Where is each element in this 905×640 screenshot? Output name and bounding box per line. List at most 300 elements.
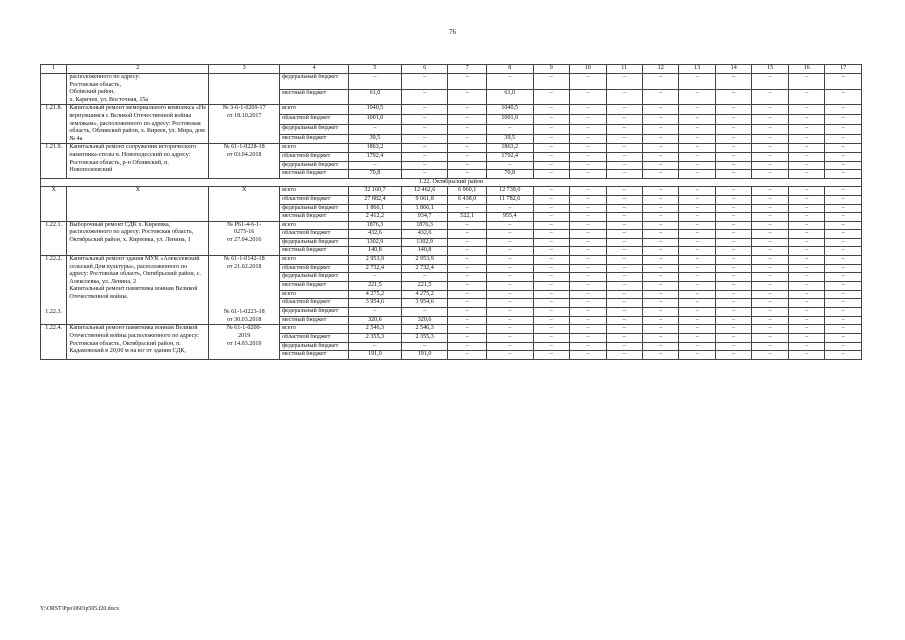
amount-cell: 6 960,1 [448, 187, 487, 196]
amount-cell: 70,8 [349, 170, 402, 179]
amount-cell: – [679, 105, 715, 115]
amount-cell: – [752, 187, 788, 196]
amount-cell: – [788, 230, 824, 239]
amount-cell: – [606, 256, 642, 265]
object-name: расположенного по адресу: Ростовская область, Облівский район, х. Каричев, ул. Восточная, 15а [67, 74, 209, 105]
amount-cell: – [825, 74, 862, 90]
item-number: 1.21.8. [41, 105, 67, 144]
amount-cell: 320,6 [349, 316, 402, 325]
column-header: 14 [715, 65, 751, 74]
amount-cell: – [825, 256, 862, 265]
amount-cell: – [715, 273, 751, 282]
amount-cell: – [642, 204, 678, 213]
amount-cell: – [788, 170, 824, 179]
amount-cell: – [788, 342, 824, 351]
amount-cell: – [679, 247, 715, 256]
amount-cell: – [606, 195, 642, 204]
amount-cell: – [788, 264, 824, 273]
funding-source: областной бюджет [280, 334, 349, 343]
funding-source: местный бюджет [280, 134, 349, 144]
amount-cell: – [788, 334, 824, 343]
amount-cell: – [570, 161, 606, 170]
document-number: X [209, 187, 280, 221]
amount-cell: – [533, 238, 569, 247]
amount-cell: – [401, 74, 448, 90]
amount-cell: 39,5 [486, 134, 533, 144]
amount-cell: – [606, 170, 642, 179]
amount-cell: – [448, 230, 487, 239]
amount-cell: – [570, 299, 606, 308]
amount-cell: 1792,4 [486, 152, 533, 161]
amount-cell: – [448, 282, 487, 291]
amount-cell: – [533, 221, 569, 230]
amount-cell: – [715, 351, 751, 360]
amount-cell: – [752, 74, 788, 90]
amount-cell: – [533, 144, 569, 153]
funding-source: федеральный бюджет [280, 74, 349, 90]
object-name: Капитальный ремонт мемориального комплекса «Не вернувшимся с Великой Отечественной войны землякам», расположенного по адресу: Ростовская область, Обливский район, х. Киреев, ул. Мира, дом № 4а [67, 105, 209, 144]
table-row [41, 256, 862, 265]
amount-cell: – [570, 124, 606, 134]
document-number: № 3-6-1-0269-17 от 18.10.2017 [209, 105, 280, 144]
funding-source: местный бюджет [280, 247, 349, 256]
amount-cell: – [486, 290, 533, 299]
amount-cell: 2 412,2 [349, 213, 402, 222]
amount-cell: – [825, 187, 862, 196]
amount-cell: – [679, 144, 715, 153]
amount-cell: – [715, 334, 751, 343]
amount-cell: – [570, 325, 606, 334]
amount-cell: – [642, 195, 678, 204]
amount-cell: – [570, 230, 606, 239]
column-header: 7 [448, 65, 487, 74]
amount-cell: 27 882,4 [349, 195, 402, 204]
amount-cell: 1040,5 [349, 105, 402, 115]
amount-cell: – [642, 105, 678, 115]
amount-cell: – [533, 152, 569, 161]
amount-cell: – [606, 144, 642, 153]
amount-cell: – [752, 273, 788, 282]
object-name: Капитальный ремонт памятника воинам Великой Отечественной войны расположенного по адресу: Ростовская область, Октябрьский район, п. Кадамовский в 20,00 м на юг от здания СДК, [67, 325, 209, 359]
amount-cell: – [570, 334, 606, 343]
amount-cell: – [606, 152, 642, 161]
amount-cell: – [533, 230, 569, 239]
amount-cell: – [642, 351, 678, 360]
amount-cell: – [679, 74, 715, 90]
amount-cell: 2 546,3 [349, 325, 402, 334]
amount-cell: – [486, 282, 533, 291]
amount-cell: – [715, 187, 751, 196]
amount-cell: – [570, 308, 606, 317]
amount-cell: – [752, 230, 788, 239]
amount-cell: – [642, 161, 678, 170]
funding-source: областной бюджет [280, 264, 349, 273]
amount-cell: 2 732,4 [349, 264, 402, 273]
object-name: X [67, 187, 209, 221]
amount-cell: – [788, 195, 824, 204]
amount-cell: 12 462,6 [401, 187, 448, 196]
funding-source: местный бюджет [280, 351, 349, 360]
amount-cell: – [486, 204, 533, 213]
amount-cell: – [752, 238, 788, 247]
amount-cell: – [533, 124, 569, 134]
section-row [41, 178, 862, 187]
amount-cell: – [533, 308, 569, 317]
amount-cell: – [825, 124, 862, 134]
amount-cell: – [679, 230, 715, 239]
column-header: 5 [349, 65, 402, 74]
amount-cell: – [570, 273, 606, 282]
funding-source: федеральный бюджет [280, 161, 349, 170]
amount-cell: 1001,0 [486, 115, 533, 125]
funding-source: федеральный бюджет [280, 124, 349, 134]
amount-cell: – [642, 308, 678, 317]
amount-cell: – [606, 342, 642, 351]
amount-cell: – [715, 238, 751, 247]
amount-cell: – [752, 308, 788, 317]
amount-cell: – [448, 221, 487, 230]
item-number: 1.22.4. [41, 325, 67, 359]
amount-cell: 1876,3 [349, 221, 402, 230]
amount-cell: – [715, 221, 751, 230]
amount-cell: – [825, 264, 862, 273]
amount-cell: – [401, 124, 448, 134]
amount-cell: – [679, 204, 715, 213]
amount-cell: – [448, 316, 487, 325]
amount-cell: – [825, 105, 862, 115]
amount-cell: – [788, 105, 824, 115]
amount-cell: – [533, 195, 569, 204]
amount-cell: – [788, 256, 824, 265]
amount-cell: – [788, 351, 824, 360]
amount-cell: – [679, 238, 715, 247]
amount-cell: – [570, 316, 606, 325]
amount-cell: – [448, 325, 487, 334]
funding-source: областной бюджет [280, 115, 349, 125]
amount-cell: – [788, 247, 824, 256]
amount-cell: 1040,5 [486, 105, 533, 115]
column-header: 15 [752, 65, 788, 74]
amount-cell: 1 866,1 [349, 204, 402, 213]
amount-cell: 1 866,1 [401, 204, 448, 213]
amount-cell: 1302,9 [349, 238, 402, 247]
amount-cell: – [448, 144, 487, 153]
amount-cell: – [679, 195, 715, 204]
amount-cell: – [715, 342, 751, 351]
table-row [41, 105, 862, 115]
amount-cell: – [570, 195, 606, 204]
amount-cell: – [486, 264, 533, 273]
amount-cell: – [570, 105, 606, 115]
amount-cell: – [570, 134, 606, 144]
amount-cell: – [679, 273, 715, 282]
amount-cell: – [788, 290, 824, 299]
amount-cell: – [448, 342, 487, 351]
funding-source: всего [280, 105, 349, 115]
object-name: Выборочный ремонт СДК х. Киреевка, расположенного по адресу: Ростовская область, Октябрьский район, х. Киреевка, ул. Ленина, 1 [67, 221, 209, 255]
amount-cell: – [486, 256, 533, 265]
amount-cell: – [570, 89, 606, 105]
amount-cell: 2 355,3 [401, 334, 448, 343]
amount-cell: – [788, 144, 824, 153]
amount-cell: 1792,4 [349, 152, 402, 161]
object-name: Капитальный ремонт сооружения исторического памятника-стелы п. Новоподесский по адресу: Ростовская область, р-н Обливский, п. Новополеевский [67, 144, 209, 178]
amount-cell: – [642, 170, 678, 179]
amount-cell: – [570, 221, 606, 230]
amount-cell: – [606, 89, 642, 105]
amount-cell: 191,0 [349, 351, 402, 360]
funding-source: всего [280, 256, 349, 265]
amount-cell: – [570, 144, 606, 153]
amount-cell: – [349, 273, 402, 282]
amount-cell: – [715, 282, 751, 291]
amount-cell: – [533, 134, 569, 144]
funding-source: местный бюджет [280, 213, 349, 222]
amount-cell: – [825, 161, 862, 170]
amount-cell: – [486, 299, 533, 308]
amount-cell: – [825, 195, 862, 204]
amount-cell: – [715, 230, 751, 239]
amount-cell: – [679, 325, 715, 334]
amount-cell: – [642, 115, 678, 125]
amount-cell: – [401, 89, 448, 105]
amount-cell: 2 546,3 [401, 325, 448, 334]
amount-cell: – [715, 204, 751, 213]
amount-cell: – [679, 351, 715, 360]
funding-source: местный бюджет [280, 282, 349, 291]
amount-cell: – [606, 213, 642, 222]
amount-cell: – [825, 230, 862, 239]
amount-cell: – [486, 74, 533, 90]
amount-cell: – [642, 134, 678, 144]
amount-cell: – [533, 342, 569, 351]
amount-cell: – [401, 170, 448, 179]
amount-cell: – [606, 316, 642, 325]
funding-source: областной бюджет [280, 230, 349, 239]
amount-cell: – [606, 204, 642, 213]
amount-cell: – [752, 316, 788, 325]
amount-cell: – [533, 74, 569, 90]
amount-cell: – [788, 238, 824, 247]
amount-cell: – [349, 74, 402, 90]
column-header: 11 [606, 65, 642, 74]
amount-cell: – [825, 308, 862, 317]
amount-cell: – [642, 299, 678, 308]
amount-cell: – [825, 247, 862, 256]
amount-cell: – [642, 264, 678, 273]
funding-source: областной бюджет [280, 152, 349, 161]
amount-cell: – [715, 308, 751, 317]
amount-cell: – [606, 264, 642, 273]
amount-cell: – [448, 152, 487, 161]
amount-cell: – [349, 342, 402, 351]
amount-cell: – [448, 105, 487, 115]
file-path-footer: Y:\ORST\Ppo\0601p505.f20.docx [40, 606, 120, 612]
amount-cell: – [642, 247, 678, 256]
item-number: 1.22.1. [41, 221, 67, 255]
amount-cell: – [788, 221, 824, 230]
amount-cell: – [642, 282, 678, 291]
funding-source: местный бюджет [280, 170, 349, 179]
amount-cell: – [448, 89, 487, 105]
table-row [41, 74, 862, 90]
amount-cell: – [715, 299, 751, 308]
amount-cell: 4 275,2 [349, 290, 402, 299]
amount-cell: – [606, 74, 642, 90]
amount-cell: – [448, 247, 487, 256]
amount-cell: – [788, 152, 824, 161]
column-header: 9 [533, 65, 569, 74]
amount-cell: – [788, 299, 824, 308]
amount-cell: 1863,2 [349, 144, 402, 153]
amount-cell: – [825, 334, 862, 343]
amount-cell: 140,8 [401, 247, 448, 256]
amount-cell: – [715, 124, 751, 134]
amount-cell: – [570, 351, 606, 360]
amount-cell: – [752, 256, 788, 265]
amount-cell: 2 953,9 [349, 256, 402, 265]
amount-cell: – [533, 299, 569, 308]
amount-cell: – [752, 124, 788, 134]
amount-cell: – [715, 264, 751, 273]
amount-cell: – [486, 124, 533, 134]
amount-cell: 6 438,0 [448, 195, 487, 204]
amount-cell: – [448, 256, 487, 265]
amount-cell: – [642, 316, 678, 325]
amount-cell: – [642, 144, 678, 153]
amount-cell: – [570, 213, 606, 222]
table-row [41, 187, 862, 196]
amount-cell: – [679, 89, 715, 105]
amount-cell: – [679, 161, 715, 170]
amount-cell: – [788, 187, 824, 196]
document-number [209, 74, 280, 105]
item-number: 1.21.9. [41, 144, 67, 178]
amount-cell: – [606, 124, 642, 134]
amount-cell: – [570, 290, 606, 299]
column-header: 12 [642, 65, 678, 74]
amount-cell: – [486, 325, 533, 334]
amount-cell: 39,5 [349, 134, 402, 144]
amount-cell: – [570, 170, 606, 179]
amount-cell: – [642, 124, 678, 134]
amount-cell: – [752, 161, 788, 170]
amount-cell: – [752, 152, 788, 161]
funding-source: всего [280, 221, 349, 230]
amount-cell: – [825, 273, 862, 282]
page-number: 76 [449, 28, 456, 36]
column-header: 10 [570, 65, 606, 74]
amount-cell: – [752, 264, 788, 273]
amount-cell: – [679, 221, 715, 230]
amount-cell: – [606, 282, 642, 291]
amount-cell: – [642, 342, 678, 351]
amount-cell: – [825, 316, 862, 325]
amount-cell: 221,5 [349, 282, 402, 291]
amount-cell: – [825, 351, 862, 360]
amount-cell: – [533, 273, 569, 282]
amount-cell: – [752, 247, 788, 256]
amount-cell: – [642, 230, 678, 239]
amount-cell: – [825, 170, 862, 179]
amount-cell: – [788, 282, 824, 291]
amount-cell: – [788, 308, 824, 317]
amount-cell: 140,8 [349, 247, 402, 256]
amount-cell: – [788, 124, 824, 134]
item-number: 1.22.2. 1.22.3. [41, 256, 67, 325]
amount-cell: – [533, 213, 569, 222]
column-header-row [41, 65, 862, 74]
amount-cell: – [533, 89, 569, 105]
amount-cell: – [752, 144, 788, 153]
amount-cell: – [825, 342, 862, 351]
amount-cell: – [715, 105, 751, 115]
column-header: 6 [401, 65, 448, 74]
amount-cell: – [349, 161, 402, 170]
amount-cell: – [533, 351, 569, 360]
amount-cell: – [606, 247, 642, 256]
amount-cell: – [825, 89, 862, 105]
amount-cell: – [570, 282, 606, 291]
item-number: X [41, 187, 67, 221]
amount-cell: – [606, 238, 642, 247]
amount-cell: – [752, 334, 788, 343]
amount-cell: – [448, 290, 487, 299]
amount-cell: – [606, 221, 642, 230]
amount-cell: – [642, 187, 678, 196]
amount-cell: – [715, 134, 751, 144]
amount-cell: 2 355,3 [349, 334, 402, 343]
amount-cell: – [401, 152, 448, 161]
amount-cell: 32 160,7 [349, 187, 402, 196]
amount-cell: – [825, 152, 862, 161]
column-header: 3 [209, 65, 280, 74]
amount-cell: 4 275,2 [401, 290, 448, 299]
amount-cell: 432,6 [349, 230, 402, 239]
amount-cell: – [606, 273, 642, 282]
amount-cell: – [788, 213, 824, 222]
amount-cell: – [788, 115, 824, 125]
amount-cell: – [606, 105, 642, 115]
amount-cell: – [401, 134, 448, 144]
amount-cell: – [752, 282, 788, 291]
amount-cell: 320,6 [401, 316, 448, 325]
amount-cell: – [533, 247, 569, 256]
amount-cell: – [679, 282, 715, 291]
amount-cell: – [679, 290, 715, 299]
amount-cell: – [752, 204, 788, 213]
amount-cell: – [570, 247, 606, 256]
table-row [41, 144, 862, 153]
amount-cell: 3 954,6 [349, 299, 402, 308]
amount-cell: 432,6 [401, 230, 448, 239]
column-header: 13 [679, 65, 715, 74]
funding-source: местный бюджет [280, 316, 349, 325]
document-number: № Р61-4-6-1- 0275-16 от 27.04.2016 [209, 221, 280, 255]
amount-cell: 1302,9 [401, 238, 448, 247]
amount-cell: – [642, 290, 678, 299]
amount-cell: – [448, 264, 487, 273]
amount-cell: – [486, 316, 533, 325]
amount-cell: – [788, 74, 824, 90]
amount-cell: – [606, 325, 642, 334]
amount-cell: – [788, 161, 824, 170]
amount-cell: – [715, 325, 751, 334]
amount-cell: – [570, 204, 606, 213]
amount-cell: – [642, 74, 678, 90]
amount-cell: – [788, 89, 824, 105]
table-row [41, 325, 862, 334]
